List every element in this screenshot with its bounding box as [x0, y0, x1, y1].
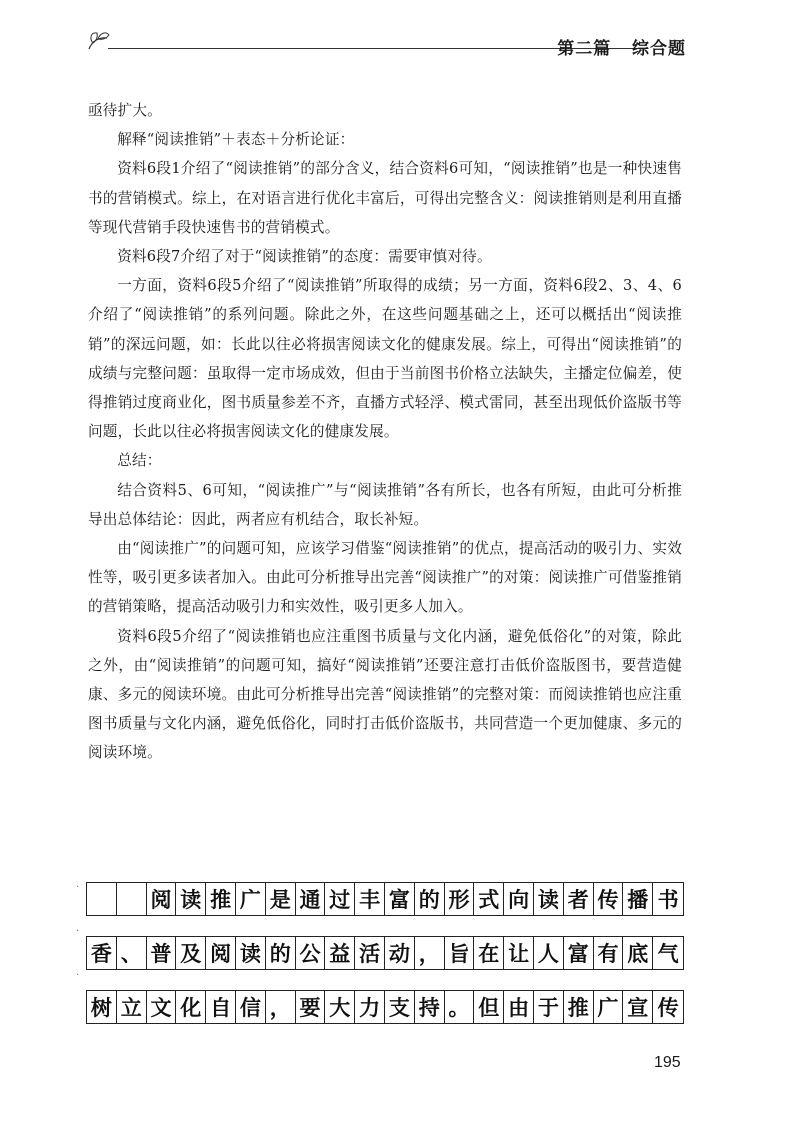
grid-cell: 活	[355, 937, 385, 969]
grid-cell: 者	[564, 883, 594, 915]
grid-cell: 及	[176, 937, 206, 969]
paragraph: 总结：	[117, 452, 162, 470]
grid-cell: 要	[296, 991, 326, 1023]
grid-cell: 广	[236, 883, 266, 915]
grid-cell: 的	[266, 937, 296, 969]
paragraph: 解释“阅读推销”＋表态＋分析论证：	[117, 131, 355, 149]
grid-cell: 立	[117, 991, 147, 1023]
grid-cell: 持	[415, 991, 445, 1023]
grid-cell: 化	[176, 991, 206, 1023]
grid-cell: 宣	[623, 991, 653, 1023]
grid-cell: 香	[87, 937, 117, 969]
paragraph: 资料6段5介绍了“阅读推销也应注重图书质量与文化内涵，避免低俗化”的对策，除此之外，由“阅读推销”的问题可知，搞好“阅读推销”还要注意打击低价盗版图书，要营造健康、多元的阅读环境。由此可分析推导出完善“阅读推销”的完整对策：而阅读推销也应注重图书质量与文化内涵，避免低俗化，同时打击低价盗版书，共同营造一个更加健康、多元的阅读环境。	[88, 627, 682, 762]
grid-cell: 向	[504, 883, 534, 915]
grid-cell: 动	[385, 937, 415, 969]
paragraph: 结合资料5、6可知，“阅读推广”与“阅读推销”各有所长，也各有所短，由此可分析推导出总体结论：因此，两者应有机结合，取长补短。	[88, 481, 682, 528]
grid-cell: 。	[445, 991, 475, 1023]
grid-cell: 在	[474, 937, 504, 969]
grid-cell: 读	[176, 883, 206, 915]
grid-cell: 丰	[355, 883, 385, 915]
body-text	[88, 96, 682, 768]
grid-cell: 大	[325, 991, 355, 1023]
leaf-ornament-icon	[86, 28, 112, 54]
grid-cell: 自	[206, 991, 236, 1023]
grid-cell: 式	[474, 883, 504, 915]
page-number: 195	[654, 1054, 681, 1071]
grid-cell: 气	[657, 942, 679, 966]
grid-row	[86, 882, 684, 916]
grid-cell: 但	[474, 991, 504, 1023]
grid-cell: 的	[415, 883, 445, 915]
grid-cell: 书	[657, 888, 679, 912]
grid-cell: 、	[117, 937, 147, 969]
grid-cell: 有	[594, 937, 624, 969]
grid-cell: 树	[87, 991, 117, 1023]
grid-cell	[117, 883, 147, 915]
paragraph: 亟待扩大。	[88, 102, 162, 119]
margin-dots: · · ·	[76, 882, 80, 981]
grid-cell: 旨	[445, 937, 475, 969]
grid-cell: 由	[504, 991, 534, 1023]
grid-cell: 富	[564, 937, 594, 969]
grid-cell: 是	[266, 883, 296, 915]
grid-cell: 让	[504, 937, 534, 969]
grid-cell: 推	[206, 883, 236, 915]
grid-cell: 公	[296, 937, 326, 969]
grid-row	[86, 990, 684, 1024]
grid-cell: 文	[147, 991, 177, 1023]
page-header	[86, 28, 686, 62]
answer-grid	[86, 882, 684, 1044]
paragraph: 资料6段1介绍了“阅读推销”的部分含义，结合资料6可知，“阅读推销”也是一种快速售书的营销模式。综上，在对语言进行优化丰富后，可得出完整含义：阅读推销则是利用直播等现代营销手段快速售书的营销模式。	[88, 160, 682, 236]
grid-cell: ，	[415, 937, 445, 969]
grid-cell: 人	[534, 937, 564, 969]
paragraph: 一方面，资料6段5介绍了“阅读推销”所取得的成绩；另一方面，资料6段2、3、4、6介绍了“阅读推销”的系列问题。除此之外，在这些问题基础之上，还可以概括出“阅读推销”的深远问题，如：长此以往必将损害阅读文化的健康发展。综上，可得出“阅读推销”的成绩与完整问题：虽取得一定市场成效，但由于当前图书价格立法缺失，主播定位偏差，使得推销过度商业化，图书质量参差不齐，直播方式轻浮、模式雷同，甚至出现低价盗版书等问题，长此以往必将损害阅读文化的健康发展。	[88, 277, 682, 441]
grid-cell: 普	[147, 937, 177, 969]
grid-cell: 广	[594, 991, 624, 1023]
paragraph: 资料6段7介绍了对于“阅读推销”的态度：需要审慎对待。	[117, 248, 492, 266]
grid-cell: 于	[534, 991, 564, 1023]
grid-cell: 传	[594, 883, 624, 915]
grid-cell: 读	[236, 937, 266, 969]
grid-cell: ，	[266, 991, 296, 1023]
grid-cell: 形	[445, 883, 475, 915]
grid-cell: 信	[236, 991, 266, 1023]
grid-cell: 力	[355, 991, 385, 1023]
grid-cell: 阅	[147, 883, 177, 915]
paragraph: 由“阅读推广”的问题可知，应该学习借鉴“阅读推销”的优点，提高活动的吸引力、实效性等，吸引更多读者加入。由此可分析推导出完善“阅读推广”的对策：阅读推广可借鉴推销的营销策略，提高活动吸引力和实效性，吸引更多人加入。	[88, 540, 682, 616]
grid-cell: 传	[657, 996, 679, 1020]
grid-cell: 益	[325, 937, 355, 969]
grid-cell: 读	[534, 883, 564, 915]
grid-cell: 支	[385, 991, 415, 1023]
section-title: 第二篇 综合题	[557, 39, 686, 59]
grid-cell	[87, 883, 117, 915]
grid-cell: 富	[385, 883, 415, 915]
grid-cell: 底	[623, 937, 653, 969]
grid-cell: 过	[325, 883, 355, 915]
grid-cell: 播	[623, 883, 653, 915]
grid-cell: 通	[296, 883, 326, 915]
grid-cell: 推	[564, 991, 594, 1023]
grid-cell: 阅	[206, 937, 236, 969]
grid-row	[86, 936, 684, 970]
